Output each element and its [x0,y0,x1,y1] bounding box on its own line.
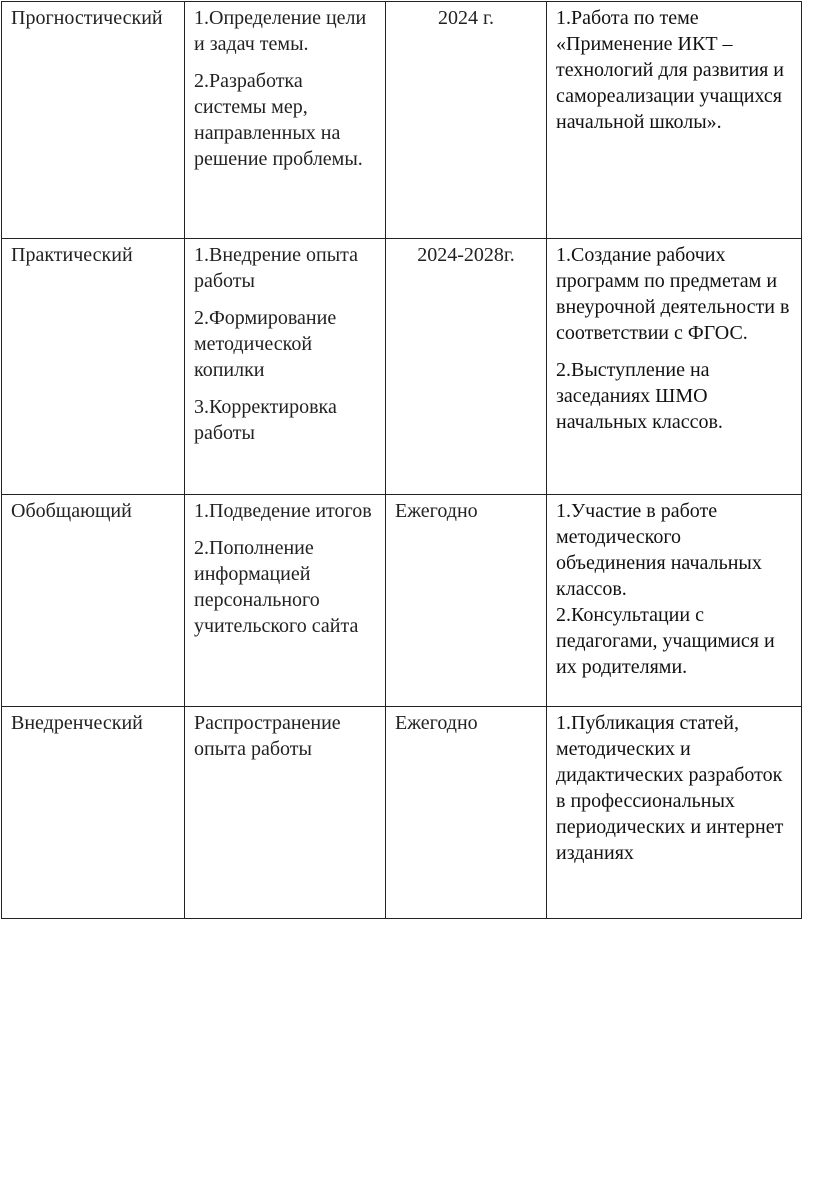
stage-label: Обобщающий [11,500,132,522]
result-item: 1.Создание рабочих программ по предметам и внеурочной деятельности в соответствии с ФГОС. [556,244,790,344]
tasks-cell [185,495,386,707]
term-label: Ежегодно [395,712,478,734]
term-cell [386,707,547,919]
task-item: 1.Подведение итогов [194,500,372,522]
task-item: 2.Разработка системы мер, направленных на решение проблемы. [194,70,363,170]
stage-label: Практический [11,244,133,266]
stage-cell [2,495,185,707]
results-cell [547,495,802,707]
stage-label: Прогностический [11,7,163,29]
work-plan-table [1,1,802,919]
task-item: 2.Формирование методической копилки [194,307,337,381]
result-item: 2.Консультации с педагогами, учащимися и их родителями. [556,604,775,678]
tasks-cell [185,2,386,239]
results-cell [547,239,802,495]
term-label: 2024-2028г. [417,244,515,266]
results-cell [547,707,802,919]
term-label: Ежегодно [395,500,478,522]
task-item: 3.Корректировка работы [194,396,337,444]
table-row [2,495,802,707]
result-item: 2.Выступление на заседаниях ШМО начальных классов. [556,359,723,433]
tasks-cell [185,239,386,495]
table-row [2,707,802,919]
task-item: 1.Определение цели и задач темы. [194,7,367,55]
tasks-cell [185,707,386,919]
results-cell [547,2,802,239]
result-item: 1.Публикация статей, методических и дидактических разработок в профессиональных периодических и интернет изданиях [556,712,784,864]
table-row [2,239,802,495]
task-item: 2.Пополнение информацией персонального учительского сайта [194,537,359,637]
stage-cell [2,707,185,919]
table-row [2,2,802,239]
result-item: 1.Работа по теме «Применение ИКТ – технологий для развития и самореализации учащихся начальной школы». [556,7,785,133]
result-item: 1.Участие в работе методического объединения начальных классов. [556,500,762,600]
term-cell [386,495,547,707]
term-cell [386,239,547,495]
term-cell [386,2,547,239]
task-item: Распространение опыта работы [194,712,341,760]
stage-cell [2,2,185,239]
term-label: 2024 г. [438,7,494,29]
stage-label: Внедренческий [11,712,143,734]
stage-cell [2,239,185,495]
task-item: 1.Внедрение опыта работы [194,244,358,292]
